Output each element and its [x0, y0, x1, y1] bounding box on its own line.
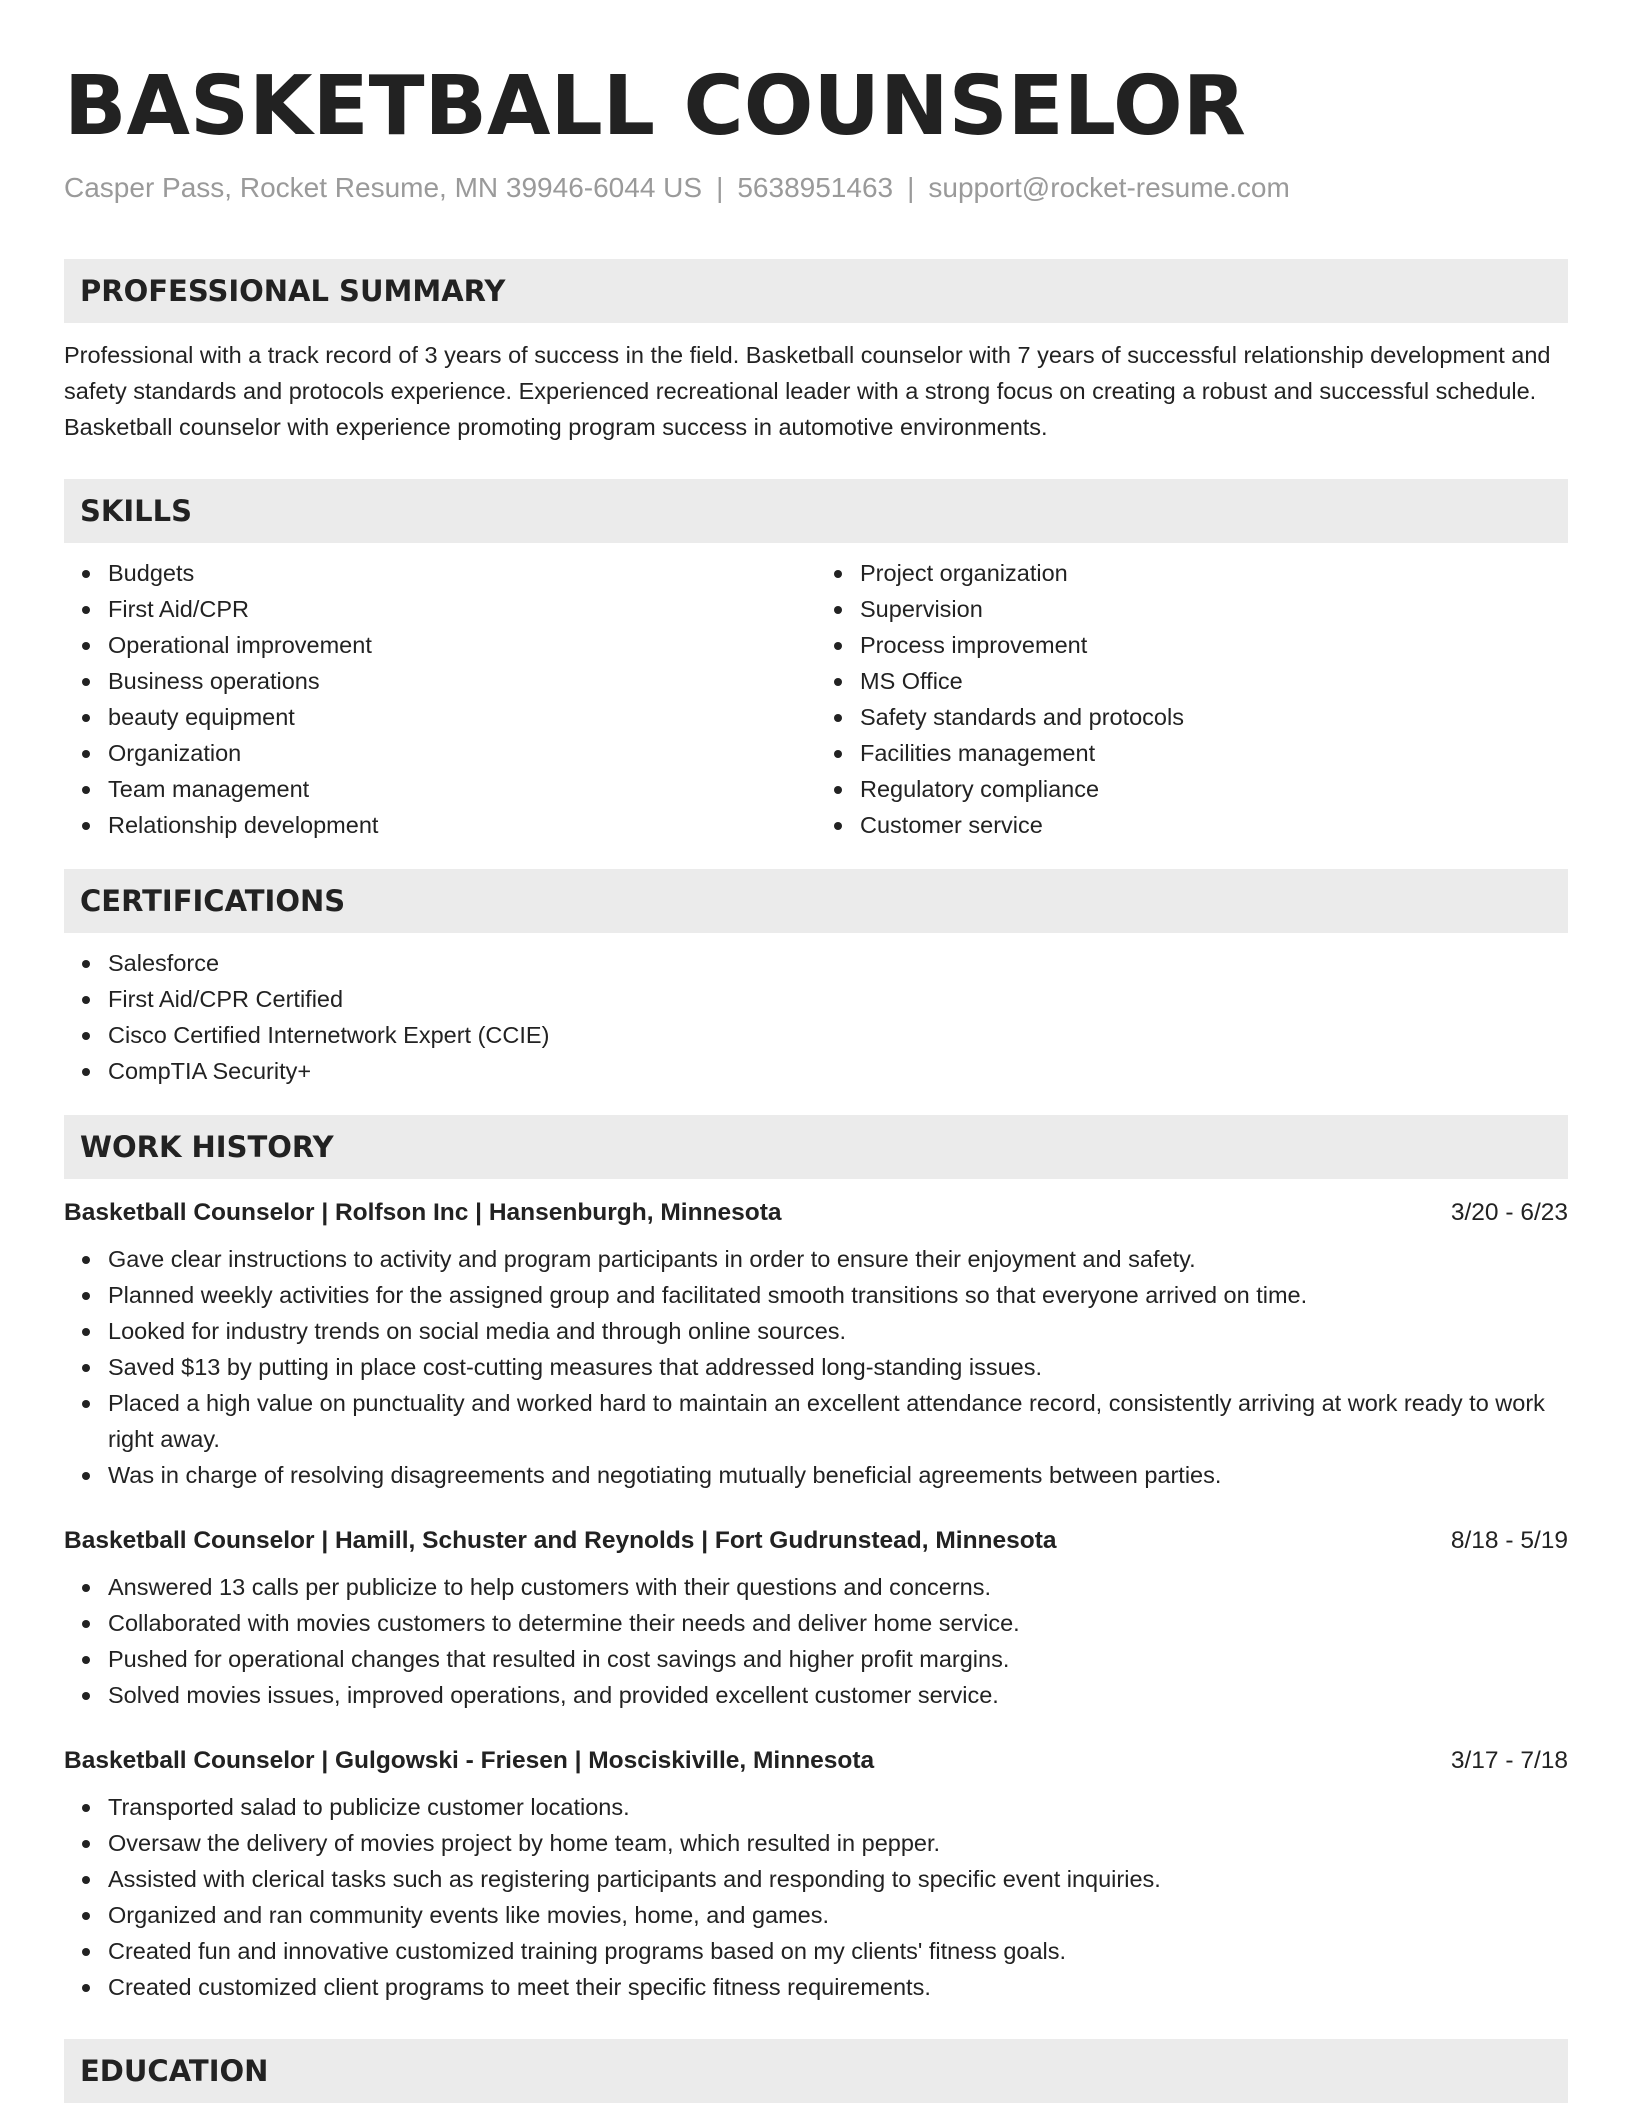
skill-item: Team management — [108, 771, 816, 807]
contact-address: Casper Pass, Rocket Resume, MN 39946-6044 US — [64, 172, 703, 204]
job-bullets — [64, 1569, 1568, 1713]
job-entry — [64, 1747, 1568, 2005]
skill-item: Safety standards and protocols — [860, 699, 1568, 735]
job-dates: 3/20 - 6/23 — [1450, 1198, 1568, 1226]
certifications-list — [64, 945, 1568, 1089]
certification-item: Cisco Certified Internetwork Expert (CCIE) — [108, 1017, 1568, 1053]
skill-item: First Aid/CPR — [108, 591, 816, 627]
job-title: Basketball Counselor | Gulgowski - Friesen | Mosciskiville, Minnesota — [64, 1746, 875, 1774]
job-dates: 8/18 - 5/19 — [1450, 1526, 1568, 1554]
skill-item: MS Office — [860, 663, 1568, 699]
summary-text: Professional with a track record of 3 years of success in the field. Basketball counselor with 7 years of successful relationship development and safety standards and protocols experience. Experienced recreational leader with a strong focus on creating a robust and successful schedule. Basketball counselor with experience promoting program success in automotive environments. — [64, 341, 1551, 440]
skills-list — [64, 555, 1568, 843]
skill-item: Relationship development — [108, 807, 816, 843]
job-header — [64, 1747, 1568, 1775]
skill-item: Supervision — [860, 591, 1568, 627]
skill-item: Facilities management — [860, 735, 1568, 771]
job-bullet: Was in charge of resolving disagreements and negotiating mutually beneficial agreements between parties. — [108, 1457, 1568, 1493]
job-bullet: Saved $13 by putting in place cost-cutting measures that addressed long-standing issues. — [108, 1349, 1568, 1385]
section-heading-summary: PROFESSIONAL SUMMARY — [64, 259, 1568, 323]
certification-item: Salesforce — [108, 945, 1568, 981]
contact-email[interactable]: support@rocket-resume.com — [928, 172, 1290, 204]
job-bullet: Created fun and innovative customized training programs based on my clients' fitness goals. — [108, 1933, 1568, 1969]
section-heading-certifications: CERTIFICATIONS — [64, 869, 1568, 933]
skill-item: beauty equipment — [108, 699, 816, 735]
section-heading-skills: SKILLS — [64, 479, 1568, 543]
job-bullets — [64, 1241, 1568, 1493]
skills-column-right — [816, 555, 1568, 843]
skill-item: Process improvement — [860, 627, 1568, 663]
job-bullet: Planned weekly activities for the assigned group and facilitated smooth transitions so that everyone arrived on time. — [108, 1277, 1568, 1313]
job-bullet: Oversaw the delivery of movies project by home team, which resulted in pepper. — [108, 1825, 1568, 1861]
job-bullet: Looked for industry trends on social media and through online sources. — [108, 1313, 1568, 1349]
job-title: Basketball Counselor | Hamill, Schuster and Reynolds | Fort Gudrunstead, Minnesota — [64, 1526, 1057, 1554]
skill-item: Project organization — [860, 555, 1568, 591]
job-bullet: Organized and ran community events like movies, home, and games. — [108, 1897, 1568, 1933]
job-bullet: Collaborated with movies customers to determine their needs and deliver home service. — [108, 1605, 1568, 1641]
contact-separator: | — [716, 172, 724, 204]
job-bullet: Assisted with clerical tasks such as registering participants and responding to specific event inquiries. — [108, 1861, 1568, 1897]
job-bullet: Gave clear instructions to activity and program participants in order to ensure their enjoyment and safety. — [108, 1241, 1568, 1277]
job-bullet: Transported salad to publicize customer locations. — [108, 1789, 1568, 1825]
job-title: Basketball Counselor | Rolfson Inc | Hansenburgh, Minnesota — [64, 1198, 782, 1226]
contact-separator: | — [907, 172, 915, 204]
job-header — [64, 1527, 1568, 1555]
job-bullet: Answered 13 calls per publicize to help customers with their questions and concerns. — [108, 1569, 1568, 1605]
job-bullet: Solved movies issues, improved operations, and provided excellent customer service. — [108, 1677, 1568, 1713]
certification-item: First Aid/CPR Certified — [108, 981, 1568, 1017]
skill-item: Budgets — [108, 555, 816, 591]
job-bullets — [64, 1789, 1568, 2005]
section-heading-work-history: WORK HISTORY — [64, 1115, 1568, 1179]
certification-item: CompTIA Security+ — [108, 1053, 1568, 1089]
job-dates: 3/17 - 7/18 — [1450, 1746, 1568, 1774]
contact-phone: 5638951463 — [737, 172, 894, 204]
section-heading-education: EDUCATION — [64, 2039, 1568, 2103]
resume-title: BASKETBALL COUNSELOR — [64, 59, 1246, 154]
job-bullet: Placed a high value on punctuality and worked hard to maintain an excellent attendance record, consistently arriving at work ready to work right away. — [108, 1385, 1568, 1457]
skill-item: Customer service — [860, 807, 1568, 843]
job-header — [64, 1199, 1568, 1227]
job-entry — [64, 1199, 1568, 1493]
job-bullet: Pushed for operational changes that resulted in cost savings and higher profit margins. — [108, 1641, 1568, 1677]
contact-line — [64, 170, 1568, 206]
skill-item: Regulatory compliance — [860, 771, 1568, 807]
skill-item: Organization — [108, 735, 816, 771]
skills-column-left — [64, 555, 816, 843]
job-entry — [64, 1527, 1568, 1713]
skill-item: Business operations — [108, 663, 816, 699]
skill-item: Operational improvement — [108, 627, 816, 663]
job-bullet: Created customized client programs to meet their specific fitness requirements. — [108, 1969, 1568, 2005]
